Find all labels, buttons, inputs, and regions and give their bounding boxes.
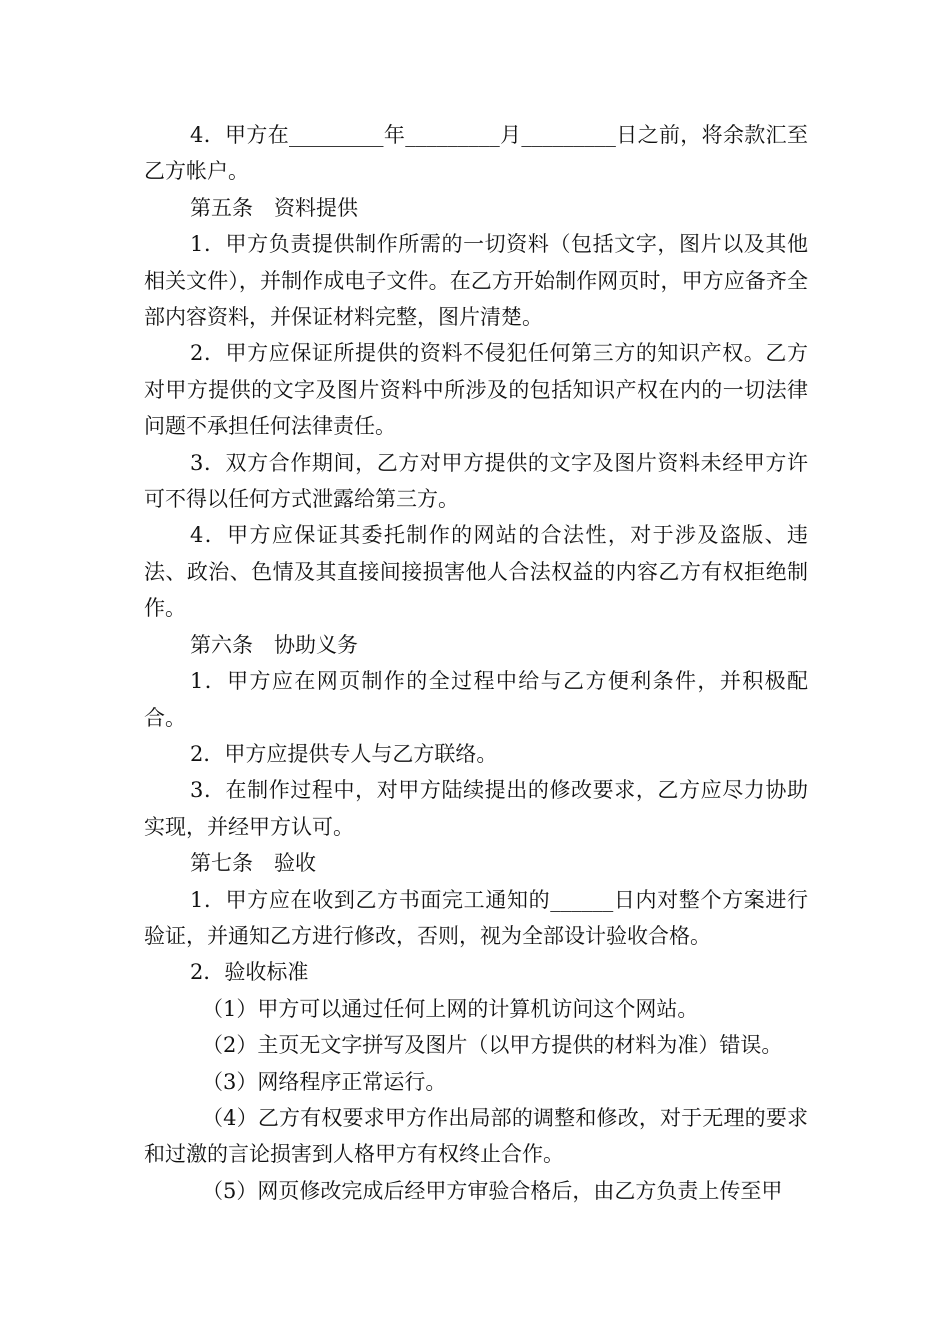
clause-4-payment-deadline: 4．甲方在_________年_________月_________日之前，将余款汇至乙方帐户。 [144,123,808,184]
article-7-item-1: 1．甲方应在收到乙方书面完工通知的______日内对整个方案进行验证，并通知乙方进行修改，否则，视为全部设计验收合格。 [144,887,808,948]
acceptance-standard-2: （2）主页无文字拼写及图片（以甲方提供的材料为准）错误。 [202,1033,783,1058]
document-body [144,117,808,1209]
article-5-item-4: 4．甲方应保证其委托制作的网站的合法性，对于涉及盗版、违法、政治、色情及其直接间接损害他人合法权益的内容乙方有权拒绝制作。 [144,523,808,621]
article-6-item-1: 1．甲方应在网页制作的全过程中给与乙方便利条件，并积极配合。 [144,669,808,730]
acceptance-standard-3: （3）网络程序正常运行。 [202,1069,447,1094]
article-6-heading: 第六条 协助义务 [190,632,358,657]
acceptance-standard-4: （4）乙方有权要求甲方作出局部的调整和修改，对于无理的要求和过激的言论损害到人格甲方有权终止合作。 [144,1105,808,1167]
article-5-heading: 第五条 资料提供 [190,195,358,220]
article-7-heading: 第七条 验收 [190,851,316,876]
article-6-item-2: 2．甲方应提供专人与乙方联络。 [190,741,498,766]
acceptance-standard-5: （5）网页修改完成后经甲方审验合格后，由乙方负责上传至甲 [202,1178,783,1203]
article-5-item-2: 2．甲方应保证所提供的资料不侵犯任何第三方的知识产权。乙方对甲方提供的文字及图片资料中所涉及的包括知识产权在内的一切法律问题不承担任何法律责任。 [144,341,808,439]
article-5-item-1: 1．甲方负责提供制作所需的一切资料（包括文字，图片以及其他相关文件），并制作成电子文件。在乙方开始制作网页时，甲方应备齐全部内容资料，并保证材料完整，图片清楚。 [144,232,808,330]
acceptance-standard-1: （1）甲方可以通过任何上网的计算机访问这个网站。 [202,996,699,1021]
article-6-item-3: 3．在制作过程中，对甲方陆续提出的修改要求，乙方应尽力协助实现，并经甲方认可。 [144,778,808,839]
article-7-item-2: 2．验收标准 [190,960,309,985]
article-5-item-3: 3．双方合作期间，乙方对甲方提供的文字及图片资料未经甲方许可不得以任何方式泄露给第三方。 [144,450,808,512]
